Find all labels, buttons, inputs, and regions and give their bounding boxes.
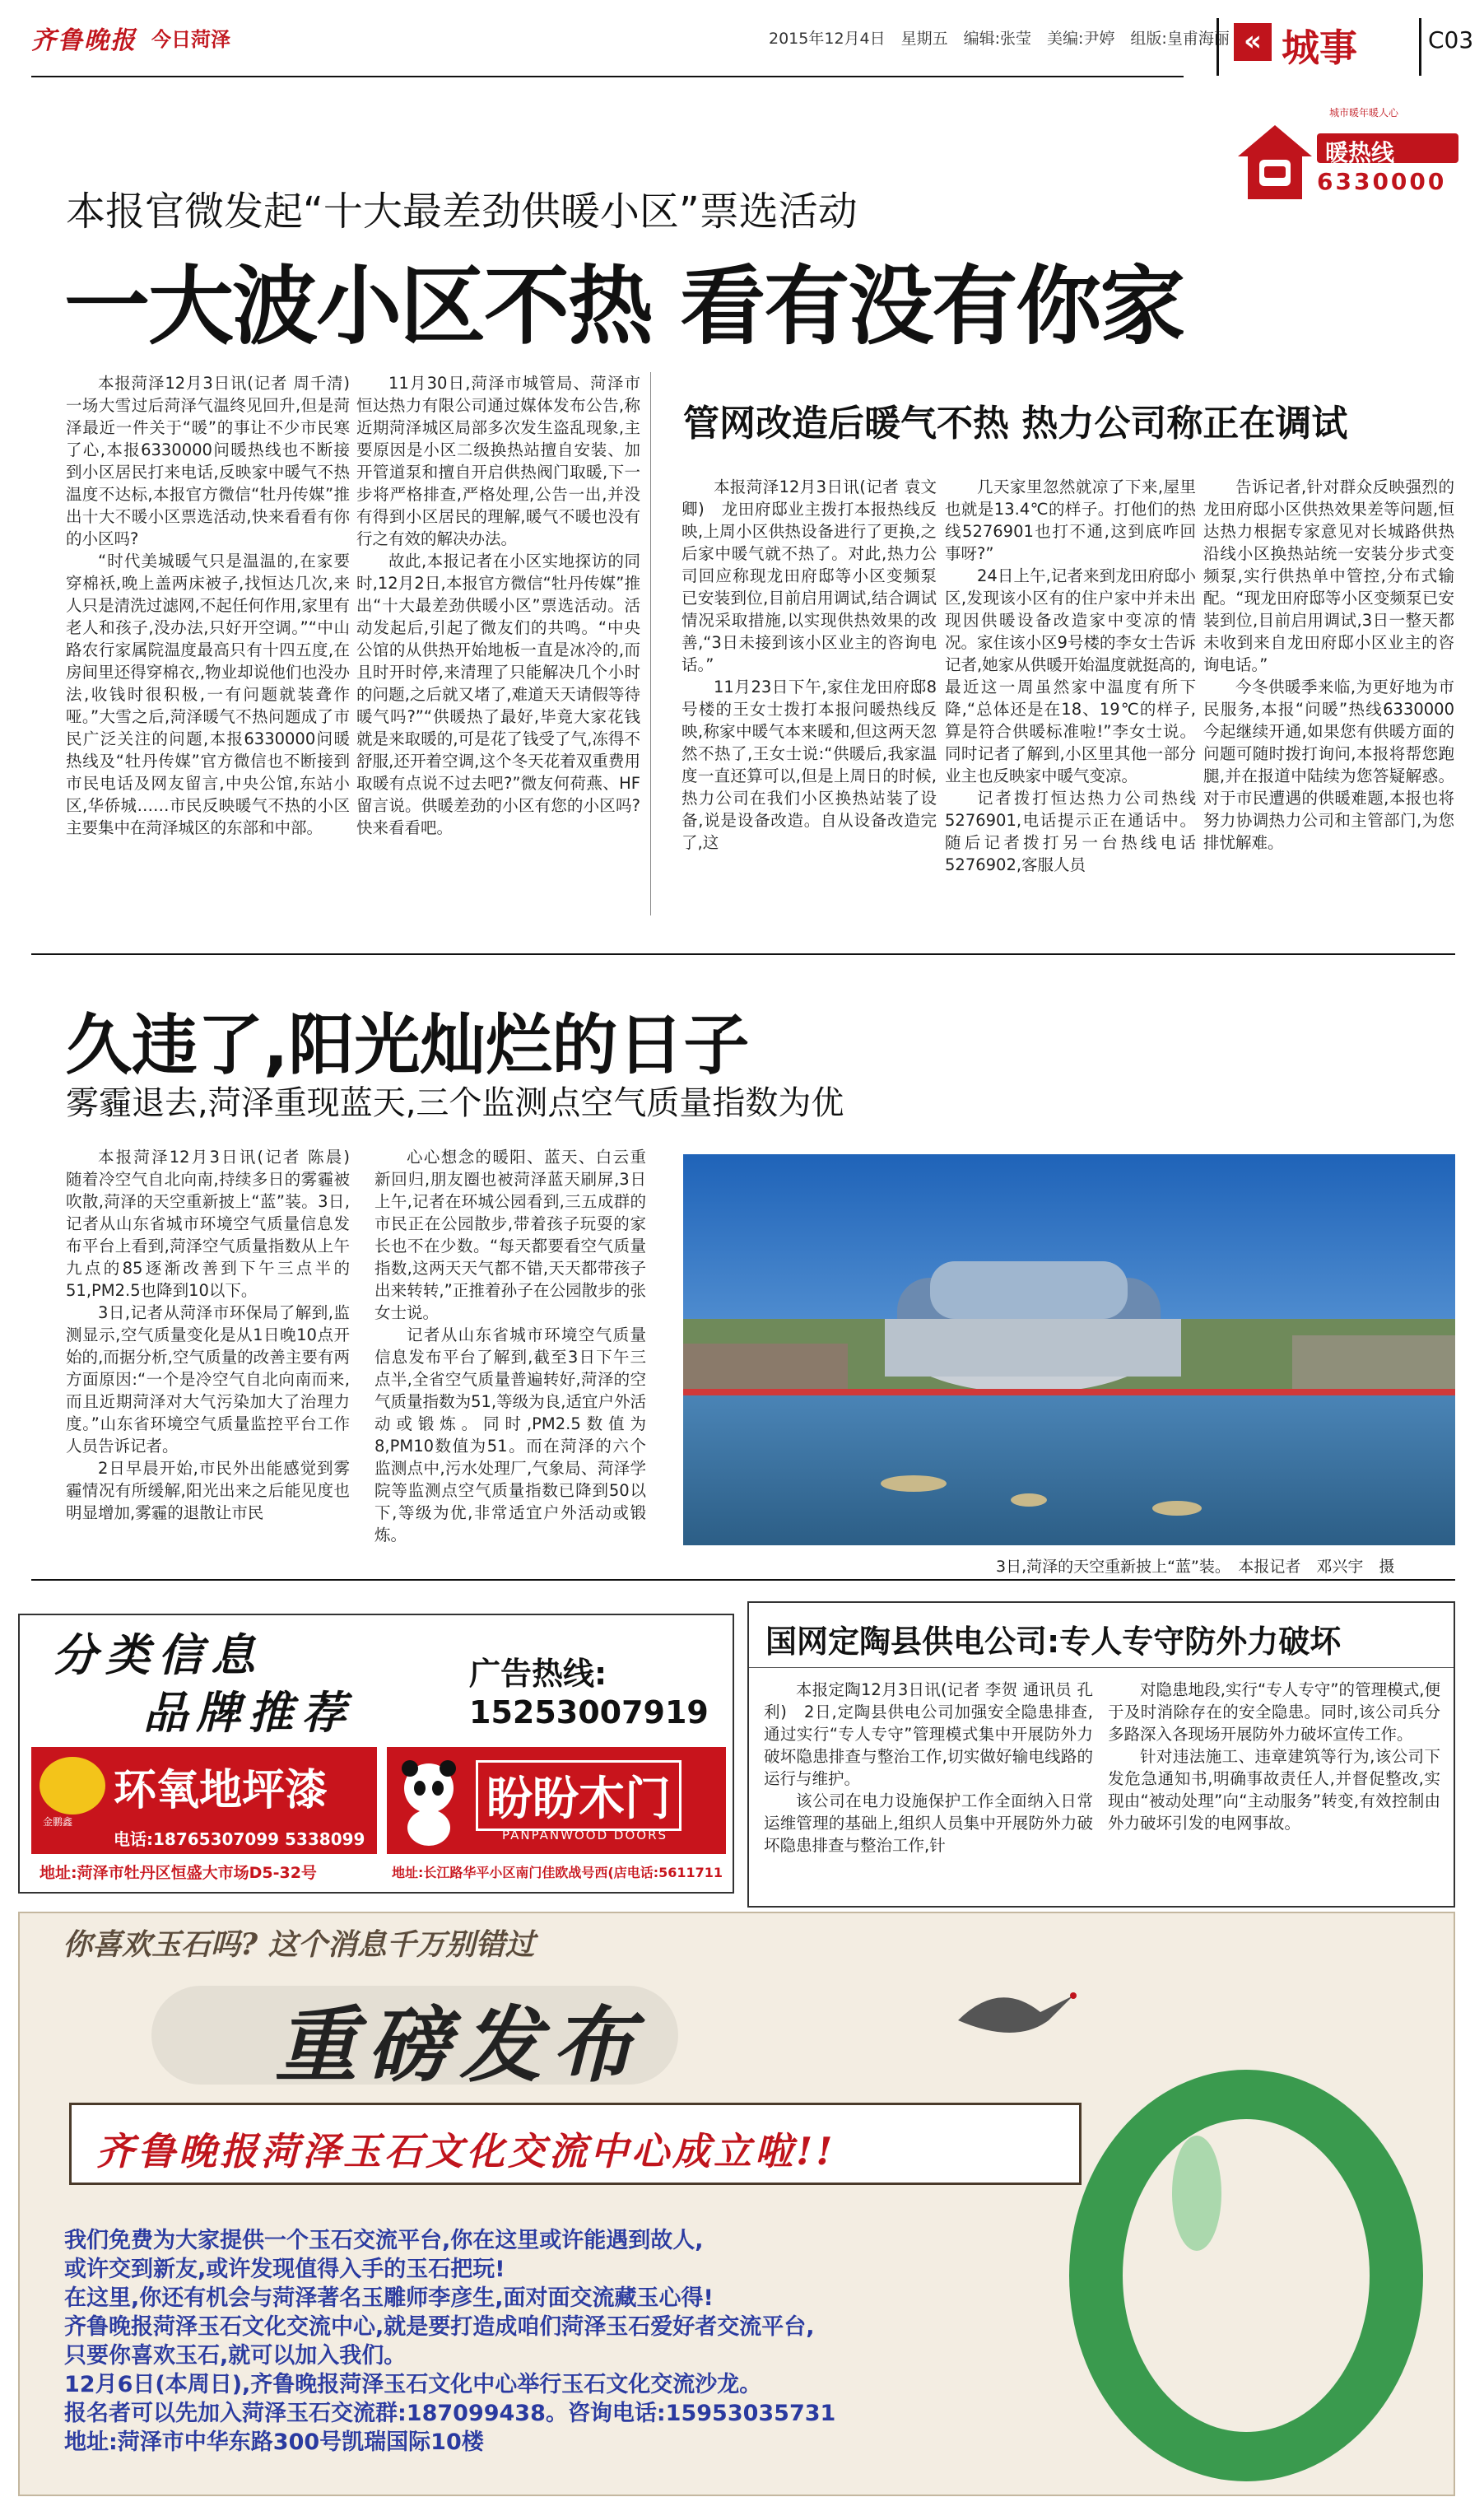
story3-col1-p2: 该公司在电力设施保护工作全面纳入日常运维管理的基础上,组织人员集中开展防外力破坏隐患排查与整治工作,针 <box>764 1791 1093 1855</box>
story3-headline: 国网定陶县供电公司:专人专守防外力破坏 <box>765 1624 1342 1660</box>
story1-col4 <box>945 476 1196 937</box>
ad-title-2: 品牌推荐 <box>143 1686 354 1739</box>
story1-kicker: 本报官微发起“十大最差劲供暖小区”票选活动 <box>66 189 858 235</box>
header-rule <box>31 76 1184 77</box>
brand-card-epoxy <box>31 1747 377 1887</box>
page-number: C03 <box>1428 26 1474 54</box>
jade-body-line: 或许交到新友,或许发现值得入手的玉石把玩! <box>64 2257 505 2282</box>
jade-body-line: 只要你喜欢玉石,就可以加入我们。 <box>64 2343 407 2369</box>
story1-col1 <box>66 372 366 948</box>
story1-col2-p2: 故此,本报记者在小区实地探访的同时,12月2日,本报官方微信“牡丹传媒”推出“十大最差劲供暖小区”票选活动。活动发起后,引起了微友们的共鸣。“中央公馆的从供热开始地板一直是冰冷的,而且时开时停,来清理了只能解决几个小时的问题,之后就又堵了,难道天天请假等待暖气吗?”“供暖热了最好,毕竟大家花钱就是来取暖的,可是花了钱受了气,冻得不舒服,还开着空调,这个冬天花着双重费用取暖有点说不过去吧?”微友何荷燕、HF留言说。供暖差劲的小区有您的小区吗?快来看看吧。 <box>356 552 640 837</box>
hotline-badge <box>1235 105 1465 204</box>
story2-col1-p1: 本报菏泽12月3日讯(记者 陈晨) 随着冷空气自北向南,持续多日的雾霾被吹散,菏泽的天空重新披上“蓝”装。3日,记者从山东省城市环境空气质量信息发布平台上看到,菏泽空气质量指数从上午九点的85逐渐改善到下午三点半的51,PM2.5也降到10以下。 <box>66 1148 366 1300</box>
brand-card-doors <box>387 1747 726 1887</box>
jade-headline: 齐鲁晚报菏泽玉石文化交流中心成立啦!! <box>96 2129 836 2173</box>
story2-col2-p1: 心心想念的暖阳、蓝天、白云重新回归,朋友圈也被菏泽蓝天刷屏,3日上午,记者在环城公园看到,三五成群的市民正在公园散步,带着孩子玩耍的家长也不在少数。“每天都要看空气质量指数,这两天天气都不错,天天都带孩子出来转转,”正推着孙子在公园散步的张女士说。 <box>374 1148 646 1322</box>
photo-caption: 3日,菏泽的天空重新披上“蓝”装。 本报记者 邓兴宇 摄 <box>996 1558 1395 1576</box>
story1-subheadline: 管网改造后暖气不热 热力公司称正在调试 <box>683 403 1348 445</box>
story3-col1 <box>764 1679 1093 1901</box>
brand1-address: 地址:菏泽市牡丹区恒盛大市场D5-32号 <box>40 1864 317 1882</box>
story1-col4-p3: 记者拨打恒达热力公司热线5276901,电话提示正在通话中。随后记者拨打另一台热线电话5276902,客服人员 <box>945 789 1196 874</box>
ad-title-1: 分类信息 <box>53 1628 263 1681</box>
brand-logo-text: 金鹏鑫 <box>43 1816 73 1828</box>
story1-col3-p2: 11月23日下午,家住龙田府邸8号楼的王女士拨打本报问暖热线反映,称家中暖气本来暖和,但这两天忽然不热了,王女士说:“供暖后,我家温度一直还算可以,但是上周日的时候,热力公司在我们小区换热站装了设备,说是设备改造。自从设备改造完了,这 <box>682 678 937 852</box>
story1-col2-p1: 11月30日,菏泽市城管局、菏泽市恒达热力有限公司通过媒体发布公告,称近期菏泽城区局部多次发生盗乱现象,主要原因是小区二级换热站擅自安装、加开管道泵和擅自开启供热阀门取暖,下一步将严格排查,严格处理,公告一出,并没有得到小区居民的理解,暖气不暖也没有行之有效的解决办法。 <box>356 374 640 548</box>
ad-hotline-label: 广告热线: <box>469 1656 607 1692</box>
story2-headline: 久违了,阳光灿烂的日子 <box>66 1007 750 1083</box>
ad-hotline-number: 15253007919 <box>469 1694 709 1731</box>
story1-col1-p2: “时代美城暖气只是温温的,在家要穿棉袄,晚上盖两床被子,找恒达几次,来人只是清洗过滤网,不起任何作用,家里有老人和孩子,没办法,只好开空调。”“中山路农行家属院温度最高只有十四五度,在房间里还得穿棉衣,,物业却说他们也没办法,收钱时很积极,一有问题就装聋作哑。”大雪之后,菏泽暖气不热问题成了市民广泛关注的问题,本报6330000问暖热线及“牡丹传媒”官方微信也不断接到市民电话及网友留言,中央公馆,东站小区,华侨城……市民反映暖气不热的小区主要集中在菏泽城区的东部和中部。 <box>66 552 350 837</box>
jade-body-line: 在这里,你还有机会与菏泽著名玉雕师李彦生,面对面交流藏玉心得! <box>64 2285 714 2311</box>
divider <box>1419 18 1421 76</box>
story3-col2-p1: 对隐患地段,实行“专人专守”的管理模式,便于及时消除存在的安全隐患。同时,该公司兵分多路深入各现场开展防外力破坏宣传工作。 <box>1108 1680 1440 1744</box>
jade-question: 你喜欢玉石吗? 这个消息千万别错过 <box>63 1927 535 1962</box>
story1-col1-p1: 本报菏泽12月3日讯(记者 周千清) 一场大雪过后菏泽气温终见回升,但是菏泽最近一件关于“暖”的事让不少市民寒了心,本报6330000问暖热线也不断接到小区居民打来电话,反映家中暖气不热温度不达标,本报官方微信“牡丹传媒”推出十大不暖小区票选活动,快来看看有你的小区吗? <box>66 374 366 548</box>
hotline-number: 6330000 <box>1317 168 1447 195</box>
brand1-name: 环氧地坪漆 <box>114 1766 328 1815</box>
classified-ad-box <box>18 1614 734 1894</box>
panda-icon <box>397 1755 461 1846</box>
story3-box <box>747 1601 1455 1908</box>
story3-col2-p2: 针对违法施工、违章建筑等行为,该公司下发危急通知书,明确事故责任人,并督促整改,实现由“被动处理”向“主动服务”转变,有效控制由外力破坏引发的电网事故。 <box>1108 1747 1440 1833</box>
crane-icon <box>950 1971 1082 2070</box>
jade-body-line: 地址:菏泽市中华东路300号凯瑞国际10楼 <box>64 2429 484 2455</box>
jade-body <box>64 2226 1052 2457</box>
column-tab <box>1217 18 1418 76</box>
story1-col5-p2: 今冬供暖季来临,为更好地为市民服务,本报“问暖”热线6330000今起继续开通,如果您有供暖方面的问题可随时拨打询问,本报将帮您跑腿,并在报道中陆续为您答疑解惑。对于市民遭遇的供暖难题,本报也将努力协调热力公司和主管部门,为您排忧解难。 <box>1203 678 1454 852</box>
story1-headline: 一大波小区不热 看有没有你家 <box>64 256 1184 356</box>
story2-col1-p3: 2日早晨开始,市民外出能感觉到雾霾情况有所缓解,阳光出来之后能见度也明显增加,雾霾的退散让市民 <box>66 1459 350 1522</box>
masthead <box>31 18 1474 76</box>
story1-col4-p2: 24日上午,记者来到龙田府邸小区,发现该小区有的住户家中并未出现因供暖设备改造家中变凉的情况。家住该小区9号楼的李女士告诉记者,她家从供暖开始温度就挺高的,最近这一周虽然家中温度有所下降,“总体还是在18、19℃的样子,算是符合供暖标准啦!”李女士说。同时记者了解到,小区里其他一部分业主也反映家中暖气变凉。 <box>945 566 1196 785</box>
phone-icon <box>1235 122 1315 203</box>
jade-body-line: 齐鲁晚报菏泽玉石文化交流中心,就是要打造成咱们菏泽玉石爱好者交流平台, <box>64 2314 815 2340</box>
story1-col2 <box>356 372 640 948</box>
story2-col1 <box>66 1146 366 1558</box>
story3-col2 <box>1108 1679 1440 1901</box>
jade-body-line: 我们免费为大家提供一个玉石交流平台,你在这里或许能遇到故人, <box>64 2228 704 2253</box>
brand2-address: 地址:长江路华平小区南门佳欧战号西(店电话:5611711 <box>392 1865 723 1880</box>
story2-subtitle: 雾霾退去,菏泽重现蓝天,三个监测点空气质量指数为优 <box>66 1084 844 1122</box>
brand2-sub: PANPANWOOD DOORS <box>502 1828 668 1842</box>
section-rule <box>31 953 1455 955</box>
hotline-label: 暖热线 <box>1325 139 1395 166</box>
story2-col1-p2: 3日,记者从菏泽市环保局了解到,监测显示,空气质量变化是从1日晚10点开始的,而据分析,空气质量的改善主要有两方面原因:“一个是冷空气自北向南而来,而且近期菏泽对大气污染加大了治理力度。”山东省环境空气质量监控平台工作人员告诉记者。 <box>66 1303 350 1456</box>
issue-meta: 2015年12月4日 星期五 编辑:张莹 美编:尹婷 组版:皇甫海丽 <box>769 30 1230 48</box>
sky-photo <box>683 1154 1455 1545</box>
chevron-left-icon: « <box>1234 23 1272 61</box>
story1-col3 <box>682 476 937 937</box>
story2-col2-p2: 记者从山东省城市环境空气质量信息发布平台了解到,截至3日下午三点半,全省空气质量普遍转好,菏泽的空气质量指数为51,等级为良,适宜户外活动或锻炼。同时,PM2.5数值为8,PM10数值为51。而在菏泽的六个监测点中,污水处理厂,气象局、菏泽学院等监测点空气质量指数已降到50以下,等级为优,非常适宜户外活动或锻炼。 <box>374 1325 646 1544</box>
hotline-small: 城市暖年暖人心 <box>1329 107 1399 119</box>
paper-name: 齐鲁晚报 <box>31 26 137 55</box>
story1-col5 <box>1203 476 1454 937</box>
jade-ad <box>18 1912 1455 2496</box>
section-name: 今日菏泽 <box>151 28 230 51</box>
jade-body-line: 报名者可以先加入菏泽玉石交流群:187099438。咨询电话:15953035731 <box>64 2401 836 2426</box>
brand1-phone: 电话:18765307099 5338099 <box>114 1829 365 1849</box>
jade-banner: 重磅发布 <box>275 1996 644 2094</box>
story1-col5-p1: 告诉记者,针对群众反映强烈的龙田府邸小区供热效果差等问题,恒达热力根据专家意见对长城路供热沿线小区换热站统一安装分步式变频泵,实行供热单中管控,分布式输配。“现龙田府邸等小区变频泵已安装到位,目前启用调试,3日一整天都未收到来自龙田府邸小区业主的咨询电话。” <box>1203 478 1454 674</box>
story3-rule <box>749 1667 1454 1668</box>
jade-bangle-icon <box>1049 2029 1444 2490</box>
jade-headline-bar <box>69 2103 1082 2185</box>
column-rule <box>650 372 651 915</box>
story1-col4-p1: 几天家里忽然就凉了下来,屋里也就是13.4℃的样子。打他们的热线5276901也打不通,这到底咋回事呀?” <box>945 478 1196 563</box>
story1-col3-p1: 本报菏泽12月3日讯(记者 袁文卿) 龙田府邸业主拨打本报热线反映,上周小区供热设备进行了更换,之后家中暖气就不热了。对此,热力公司回应称现龙田府邸等小区变频泵已安装到位,目前启用调试,结合调试情况采取措施,以实现供热效果的改善,“3日未接到该小区业主的咨询电话。” <box>682 478 937 674</box>
column-name: 城事 <box>1282 26 1357 70</box>
jade-body-line: 12月6日(本周日),齐鲁晚报菏泽玉石文化中心举行玉石文化交流沙龙。 <box>64 2372 762 2397</box>
story2-col2 <box>374 1146 646 1558</box>
brand2-name: 盼盼木门 <box>476 1760 682 1831</box>
story3-col1-p1: 本报定陶12月3日讯(记者 李贺 通讯员 孔利) 2日,定陶县供电公司加强安全隐患排查,通过实行“专人专守”管理模式集中开展防外力破坏隐患排查与整治工作,切实做好输电线路的运行与维护。 <box>764 1680 1093 1788</box>
hotline-label-bg <box>1317 133 1458 166</box>
brand-logo-icon <box>40 1757 105 1815</box>
section-rule-2 <box>31 1579 1455 1581</box>
